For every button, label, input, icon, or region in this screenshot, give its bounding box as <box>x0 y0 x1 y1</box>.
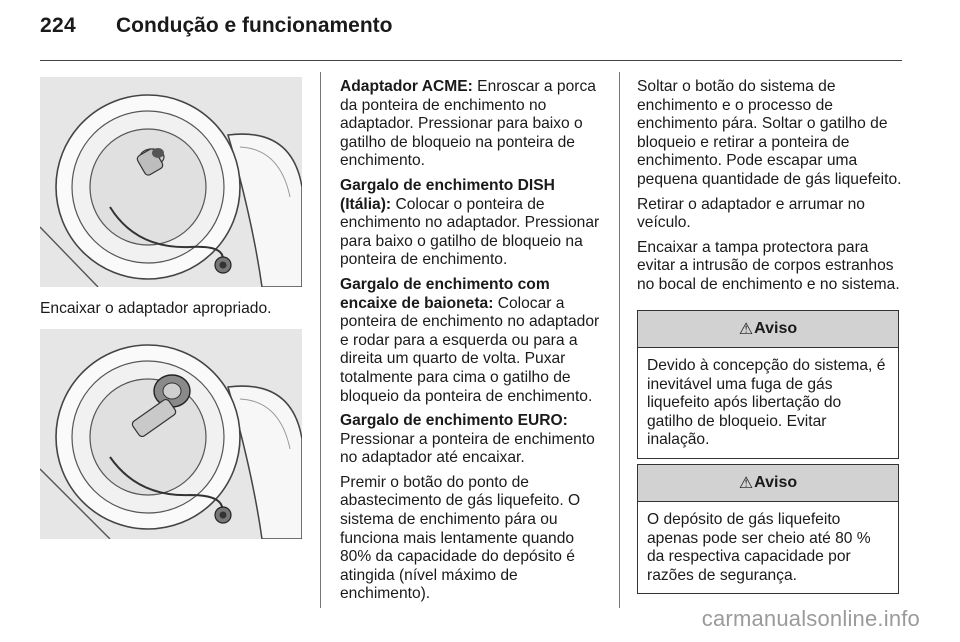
warning-header <box>638 311 898 348</box>
warning-text: Devido à concepção do sistema, é inevitável uma fuga de gás liquefeito após libertação do gatilho de bloqueio. Evitar inalação. <box>647 357 886 449</box>
paragraph-text: Pressionar a ponteira de enchimento no adaptador até encaixar. <box>340 430 595 467</box>
middle-column <box>340 78 605 610</box>
paragraph-text: Premir o botão do ponto de abastecimento de gás liquefeito. O sistema de enchimento pára ou funciona mais lentamente quando 80% da capacidade do depósito é atingida (nível máximo de enchimento). <box>340 473 581 603</box>
paragraph-heading: Adaptador ACME: <box>340 78 473 95</box>
paragraph-release: Soltar o botão do sistema de enchimento e o processo de enchimento pára. Soltar o gatilho de bloqueio e retirar a ponteira de enchimento. Pode escapar uma pequena quantidade de gás liquefeito. <box>637 78 902 188</box>
header-rule <box>40 60 902 61</box>
warning-title: Aviso <box>754 474 798 491</box>
column-divider-left <box>320 72 321 608</box>
page-title: Condução e funcionamento <box>116 14 393 37</box>
warning-box-capacity <box>637 464 899 594</box>
paragraph-bayonet <box>340 276 605 406</box>
paragraph-dish <box>340 177 605 270</box>
warning-text: O depósito de gás liquefeito apenas pode ser cheio até 80 % da respectiva capacidade por razões de segurança. <box>647 511 871 584</box>
figure-caption: Encaixar o adaptador apropriado. <box>40 300 272 317</box>
paragraph-acme <box>340 78 605 171</box>
warning-box-leak <box>637 310 899 459</box>
figure-adapter-fitted <box>40 329 302 539</box>
warning-title: Aviso <box>754 320 798 337</box>
paragraph-press-button <box>340 474 605 604</box>
right-column <box>637 78 903 301</box>
column-divider-right <box>619 72 620 608</box>
warning-triangle-icon: ⚠ <box>738 475 754 492</box>
warning-header <box>638 465 898 502</box>
watermark: carmanualsonline.info <box>701 606 920 631</box>
paragraph-text: Enroscar a porca da ponteira de enchimento no adaptador. Pressionar para baixo o gatilho de bloqueio na ponteira de enchimento. <box>340 78 596 170</box>
paragraph-protective-cap: Encaixar a tampa protectora para evitar a intrusão de corpos estranhos no bocal de enchimento e no sistema. <box>637 238 900 293</box>
paragraph-heading: Gargalo de enchimento EURO: <box>340 412 568 430</box>
figure-fuel-filler-adapter <box>40 77 302 287</box>
paragraph-heading: Gargalo de enchimento DISH (Itália): <box>340 176 555 213</box>
warning-triangle-icon: ⚠ <box>738 321 754 338</box>
paragraph-text: Colocar o ponteira de enchimento no adaptador. Pressionar para baixo o gatilho de bloqueio na ponteira de enchimento. <box>340 195 600 269</box>
paragraph-euro <box>340 412 605 468</box>
page-number: 224 <box>40 14 76 37</box>
paragraph-remove-adapter: Retirar o adaptador e arrumar no veículo. <box>637 195 865 232</box>
paragraph-heading: Gargalo de enchimento com encaixe de baioneta: <box>340 275 550 312</box>
paragraph-text: Colocar a ponteira de enchimento no adaptador e rodar para a esquerda ou para a direita um quarto de volta. Puxar totalmente para cima o gatilho de bloqueio da ponteira de enchimento. <box>340 294 600 405</box>
